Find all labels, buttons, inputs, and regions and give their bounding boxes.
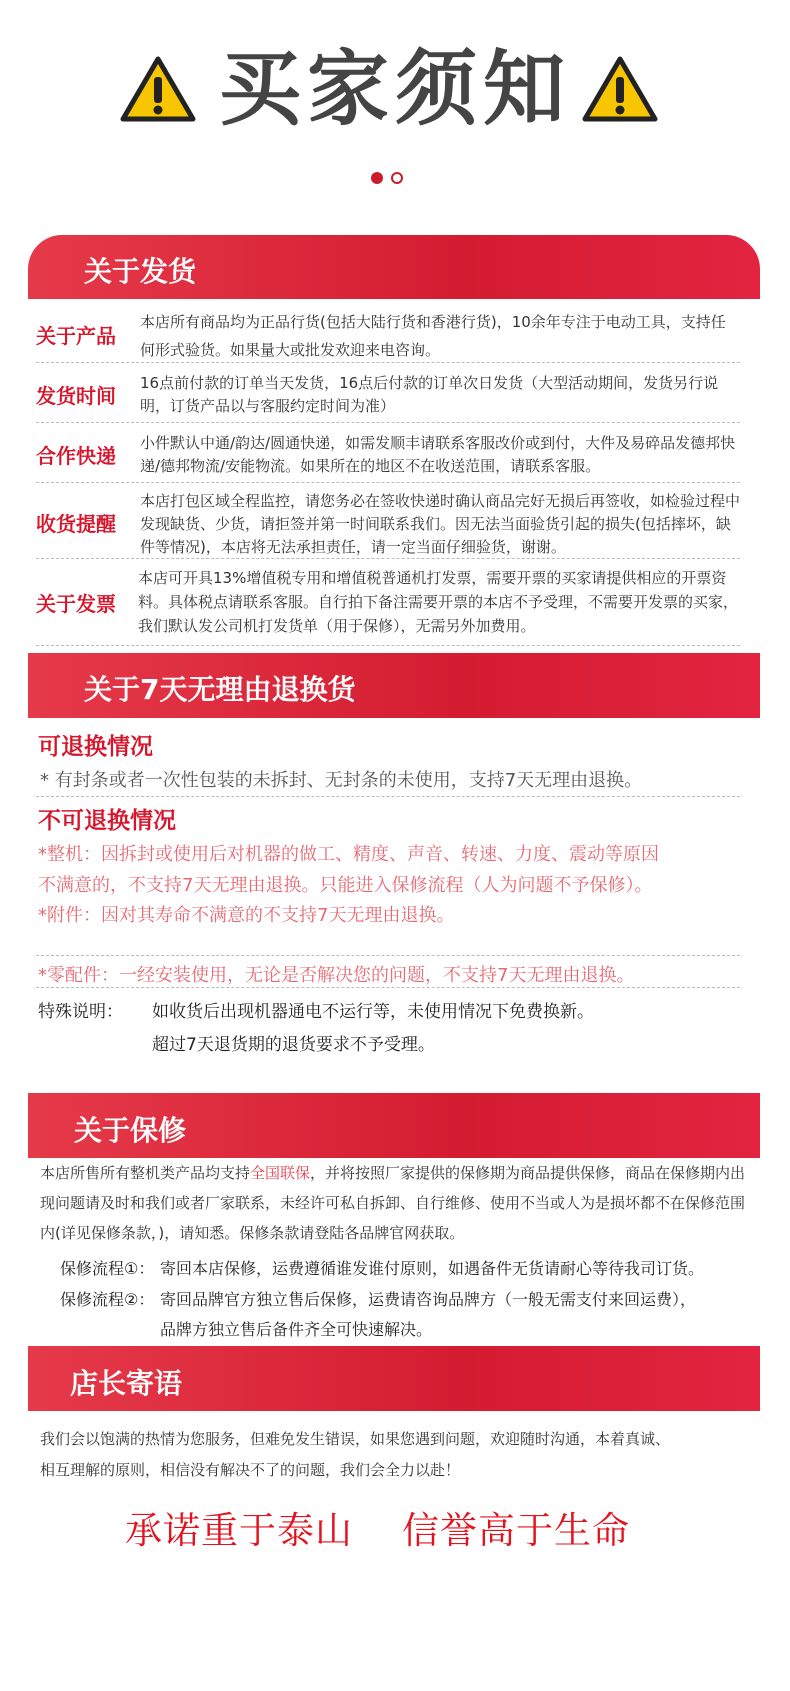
returnable-text: * 有封条或者一次性包装的未拆封、无封条的未使用，支持7天无理由退换。 xyxy=(40,770,643,791)
divider xyxy=(36,987,740,988)
returns-section-banner xyxy=(28,653,760,718)
carousel-dot-active[interactable] xyxy=(371,172,383,184)
divider xyxy=(36,955,740,956)
warranty-text: ，并将按照厂家提供的保修期为商品提供保修，商品在保修期内出现问题请及时和我们或者厂家联系，未经许可私自拆卸、自行维修、使用不当或人为是损坏都不在保修范围内(详见保修条款，)，请知悉。保修条款请登陆各品牌官网获取。 xyxy=(40,1164,746,1242)
row-text: 16点前付款的订单当天发货，16点后付款的订单次日发货（大型活动期间，发货另行说明，订货产品以与客服约定时间为准） xyxy=(140,374,719,415)
page-title: 买家须知 xyxy=(218,42,571,137)
owner-message-text: 我们会以饱满的热情为您服务，但难免发生错误，如果您遇到问题，欢迎随时沟通，本着真诚、 xyxy=(40,1430,671,1448)
info-row-courier xyxy=(36,424,740,483)
row-text: 本店所有商品均为正品行货(包括大陆行货和香港行货)，10余年专注于电动工具，支持任何形式验货。如果量大或批发欢迎来电咨询。 xyxy=(140,313,726,359)
warranty-flow-label: 保修流程②： xyxy=(60,1290,155,1309)
row-label: 合作快递 xyxy=(36,444,116,468)
non-returnable-text: 不满意的，不支持7天无理由退换。只能进入保修流程（人为问题不予保修）。 xyxy=(38,875,653,896)
row-text: 本店可开具13%增值税专用和增值税普通机打发票，需要开票的买家请提供相应的开票资料。具体税点请联系客服。自行拍下备注需要开票的本店不予受理，不需要开发票的买家，我们默认发公司机打发货单（用于保修），无需另外加费用。 xyxy=(138,569,739,635)
motto-right: 信誉高于生命 xyxy=(402,1509,630,1552)
warranty-paragraph xyxy=(40,1158,758,1248)
special-note-label: 特殊说明： xyxy=(38,1002,123,1022)
divider xyxy=(36,796,740,797)
owner-message-text: 相互理解的原则，相信没有解决不了的问题，我们会全力以赴！ xyxy=(40,1461,461,1479)
warranty-flow-text: 寄回本店保修，运费遵循谁发谁付原则，如遇备件无货请耐心等待我司订货。 xyxy=(160,1259,705,1278)
info-row-receipt xyxy=(36,484,740,559)
special-note-text: 如收货后出现机器通电不运行等，未使用情况下免费换新。 xyxy=(152,1002,594,1022)
row-label: 关于产品 xyxy=(36,324,116,348)
row-text: 小件默认中通/韵达/圆通快递，如需发顺丰请联系客服改价或到付，大件及易碎品发德邦快递/德邦物流/安能物流。如果所在的地区不在收送范围，请联系客服。 xyxy=(140,434,736,475)
warning-icon xyxy=(582,55,658,123)
warranty-flow-label: 保修流程①： xyxy=(60,1259,155,1278)
info-row-invoice xyxy=(36,560,740,646)
row-label: 关于发票 xyxy=(36,592,116,616)
non-returnable-text: *附件：因对其寿命不满意的不支持7天无理由退换。 xyxy=(38,905,455,926)
returns-banner-title: 关于7天无理由退换货 xyxy=(84,673,356,706)
info-row-ship-time xyxy=(36,364,740,423)
info-row-product xyxy=(36,304,740,363)
row-label: 发货时间 xyxy=(36,384,116,408)
motto-left: 承诺重于泰山 xyxy=(125,1509,353,1552)
owner-banner-title: 店长寄语 xyxy=(70,1367,183,1400)
row-label: 收货提醒 xyxy=(36,512,116,536)
shipping-banner-title: 关于发货 xyxy=(84,255,197,288)
shipping-section-banner xyxy=(28,235,760,299)
returnable-heading: 可退换情况 xyxy=(38,734,153,760)
non-returnable-text: *零配件：一经安装使用，无论是否解决您的问题，不支持7天无理由退换。 xyxy=(38,965,635,986)
special-note-text: 超过7天退货期的退货要求不予受理。 xyxy=(152,1035,435,1055)
warranty-banner-title: 关于保修 xyxy=(74,1114,187,1147)
warranty-flow-text: 品牌方独立售后备件齐全可快速解决。 xyxy=(160,1320,433,1339)
warranty-text: 本店所售所有整机类产品均支持 xyxy=(40,1164,251,1182)
carousel-dot-inactive[interactable] xyxy=(391,172,403,184)
non-returnable-heading: 不可退换情况 xyxy=(38,808,176,834)
warranty-flow-text: 寄回品牌官方独立售后保修，运费请咨询品牌方（一般无需支付来回运费）， xyxy=(160,1290,697,1309)
non-returnable-text: *整机：因拆封或使用后对机器的做工、精度、声音、转速、力度、震动等原因 xyxy=(38,844,659,865)
warranty-section-banner xyxy=(28,1093,760,1158)
owner-section-banner xyxy=(28,1346,760,1411)
row-text: 本店打包区域全程监控，请您务必在签收快递时确认商品完好无损后再签收，如检验过程中发现缺货、少货，请拒签并第一时间联系我们。因无法当面验货引起的损失(包括摔坏，缺件等情况)，本店将无法承担责任，请一定当面仔细验货，谢谢。 xyxy=(140,492,741,556)
nationwide-warranty-highlight: 全国联保 xyxy=(250,1164,311,1182)
